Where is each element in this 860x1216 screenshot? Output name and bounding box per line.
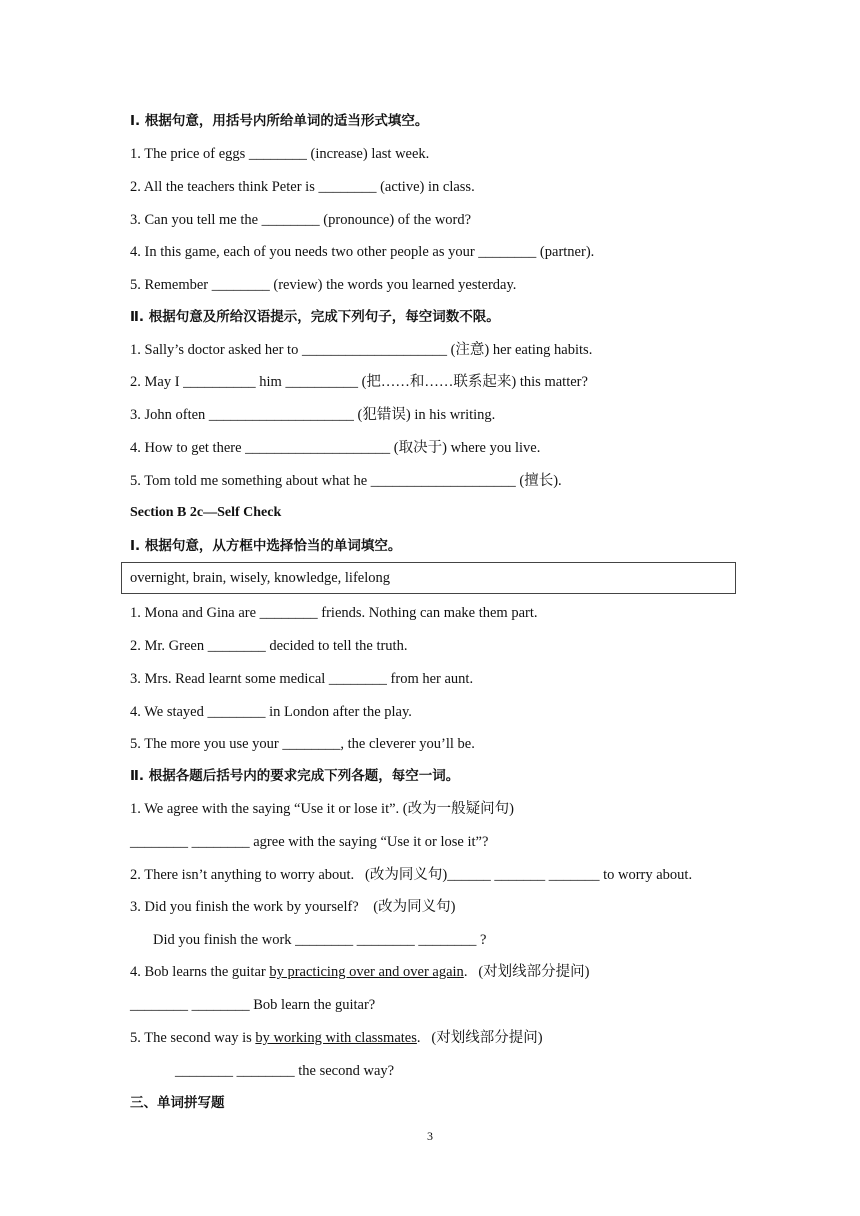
part1-item-4: 4. In this game, each of you needs two other people as your ________ (partner).	[130, 244, 595, 260]
word-box-text: overnight, brain, wisely, knowledge, lifelong	[130, 570, 391, 586]
page-number: 3	[427, 1129, 433, 1143]
part1-heading: Ⅰ. 根据句意，用括号内所给单词的适当形式填空。	[130, 113, 429, 129]
q5-suffix: . (对划线部分提问)	[416, 1030, 543, 1046]
section-b-part2-q4-answer: ________ ________ Bob learn the guitar?	[130, 997, 376, 1013]
section-b-part2-q3: 3. Did you finish the work by yourself? (改为同义句)	[130, 899, 456, 915]
section-b-part2-q2: 2. There isn’t anything to worry about. (改为同义句)______ _______ _______ to worry about.	[130, 867, 693, 883]
section-b-part2-q3-answer: Did you finish the work ________ ________ ________ ?	[153, 932, 487, 948]
part1-item-3: 3. Can you tell me the ________ (pronounce) of the word?	[130, 212, 472, 228]
section-b-part2-heading: Ⅱ. 根据各题后括号内的要求完成下列各题，每空一词。	[130, 768, 460, 784]
part2-heading: Ⅱ. 根据句意及所给汉语提示，完成下列句子，每空词数不限。	[130, 309, 500, 325]
section-b-part1-item-3: 3. Mrs. Read learnt some medical ________ from her aunt.	[130, 671, 474, 687]
part1-item-1: 1. The price of eggs ________ (increase) last week.	[130, 146, 430, 162]
section-b-part1-item-1: 1. Mona and Gina are ________ friends. Nothing can make them part.	[130, 605, 538, 621]
section-b-part2-q1-answer: ________ ________ agree with the saying “Use it or lose it”?	[130, 834, 489, 850]
section-b-part1-item-5: 5. The more you use your ________, the cleverer you’ll be.	[130, 736, 475, 752]
word-box	[121, 562, 736, 594]
section-b-part2-q1: 1. We agree with the saying “Use it or lose it”. (改为一般疑问句)	[130, 801, 514, 817]
section-b-part1-heading: Ⅰ. 根据句意，从方框中选择恰当的单词填空。	[130, 538, 402, 554]
section-b-title: Section B 2c—Self Check	[130, 505, 282, 520]
part1-item-5: 5. Remember ________ (review) the words you learned yesterday.	[130, 277, 517, 293]
part1-item-2: 2. All the teachers think Peter is ________ (active) in class.	[130, 179, 475, 195]
q4-suffix: . (对划线部分提问)	[463, 964, 590, 980]
part2-item-3: 3. John often ____________________ (犯错误) in his writing.	[130, 407, 496, 423]
section-b-part2-q5	[130, 1029, 543, 1047]
section-b-part2-q4	[130, 963, 589, 981]
q5-underlined-phrase: by working with classmates	[255, 1030, 417, 1046]
part2-item-2: 2. May I __________ him __________ (把……和……联系起来) this matter?	[130, 374, 588, 390]
part2-item-5: 5. Tom told me something about what he ____________________ (擅长).	[130, 473, 562, 489]
section-b-part1-item-4: 4. We stayed ________ in London after the play.	[130, 704, 412, 720]
section-b-part2-q5-answer: ________ ________ the second way?	[175, 1063, 395, 1079]
q5-prefix: 5. The second way is	[130, 1030, 256, 1046]
part2-item-4: 4. How to get there ____________________ (取决于) where you live.	[130, 440, 541, 456]
q4-prefix: 4. Bob learns the guitar	[130, 964, 270, 980]
q4-underlined-phrase: by practicing over and over again	[269, 964, 464, 980]
part2-item-1: 1. Sally’s doctor asked her to ____________________ (注意) her eating habits.	[130, 342, 593, 358]
part3-heading: 三、单词拼写题	[130, 1095, 225, 1111]
section-b-part1-item-2: 2. Mr. Green ________ decided to tell the truth.	[130, 638, 408, 654]
